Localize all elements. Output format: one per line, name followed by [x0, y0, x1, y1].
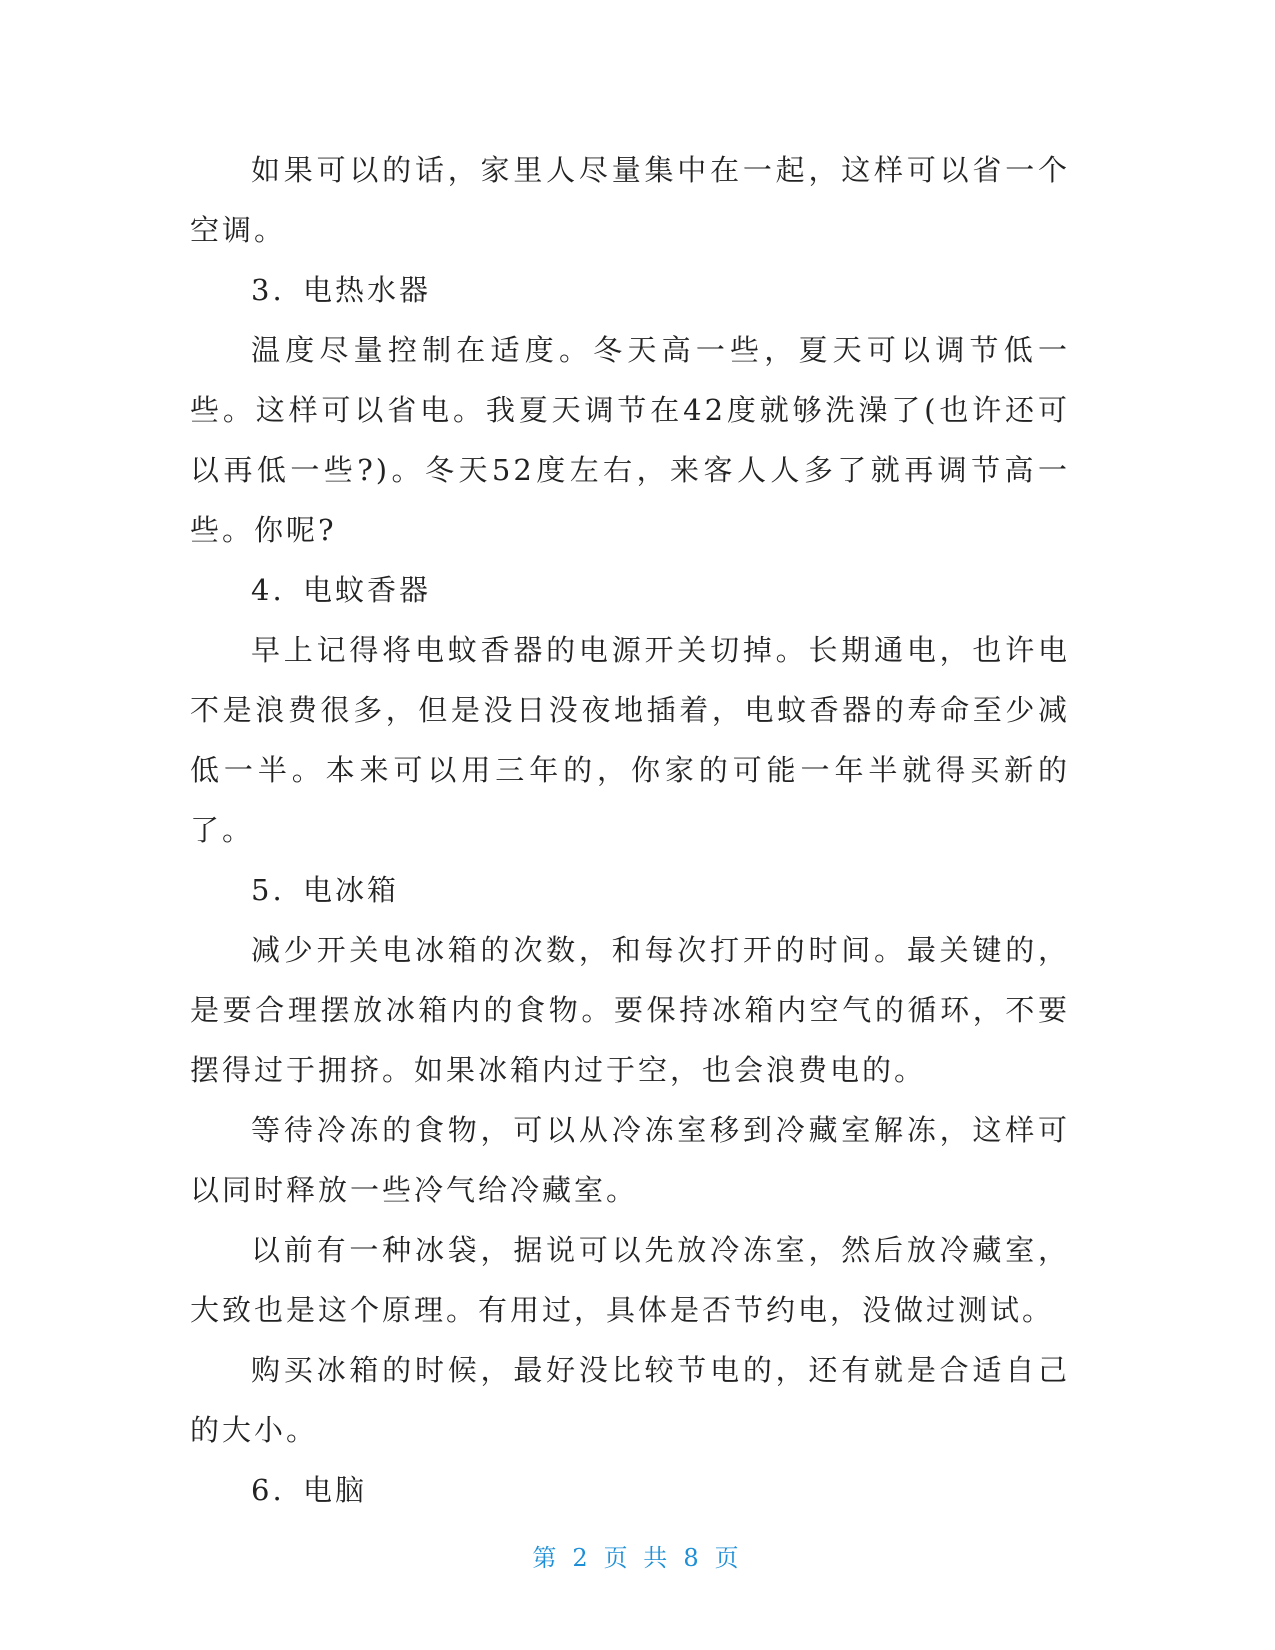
section-number: 4. — [251, 573, 285, 607]
section-number: 6. — [251, 1473, 285, 1507]
paragraph-mosquito-repellent: 早上记得将电蚊香器的电源开关切掉。长期通电，也许电不是浪费很多，但是没日没夜地插着，电蚊香器的寿命至少减低一半。本来可以用三年的，你家的可能一年半就得买新的了。 — [190, 633, 1070, 847]
footer-middle: 页 共 — [603, 1544, 672, 1572]
section-title: 电热水器 — [303, 273, 432, 307]
footer-suffix: 页 — [714, 1544, 743, 1572]
paragraph-refrigerator-4: 购买冰箱的时候，最好没比较节电的，还有就是合适自己的大小。 — [190, 1353, 1070, 1447]
page-footer — [0, 1538, 1275, 1573]
paragraph-refrigerator-1: 减少开关电冰箱的次数，和每次打开的时间。最关键的，是要合理摆放冰箱内的食物。要保持冰箱内空气的循环，不要摆得过于拥挤。如果冰箱内过于空，也会浪费电的。 — [190, 933, 1070, 1087]
section-title: 电冰箱 — [303, 873, 400, 907]
section-heading-water-heater — [190, 260, 1070, 320]
paragraph-refrigerator-2: 等待冷冻的食物，可以从冷冻室移到冷藏室解冻，这样可以同时释放一些冷气给冷藏室。 — [190, 1113, 1070, 1207]
document-body — [190, 140, 1070, 1520]
section-title: 电蚊香器 — [303, 573, 432, 607]
section-number: 5. — [251, 873, 285, 907]
footer-prefix: 第 — [532, 1544, 561, 1572]
section-title: 电脑 — [303, 1473, 368, 1507]
current-page-number: 2 — [572, 1544, 592, 1572]
paragraph-air-conditioner-tip: 如果可以的话，家里人尽量集中在一起，这样可以省一个空调。 — [190, 153, 1070, 247]
paragraph-refrigerator-3: 以前有一种冰袋，据说可以先放冷冻室，然后放冷藏室，大致也是这个原理。有用过，具体是否节约电，没做过测试。 — [190, 1233, 1070, 1327]
section-heading-computer — [190, 1460, 1070, 1520]
section-heading-mosquito-repellent — [190, 560, 1070, 620]
paragraph-water-heater: 温度尽量控制在适度。冬天高一些，夏天可以调节低一些。这样可以省电。我夏天调节在42度就够洗澡了(也许还可以再低一些?)。冬天52度左右，来客人人多了就再调节高一些。你呢? — [190, 333, 1070, 547]
section-heading-refrigerator — [190, 860, 1070, 920]
section-number: 3. — [251, 273, 285, 307]
total-page-count: 8 — [683, 1544, 703, 1572]
